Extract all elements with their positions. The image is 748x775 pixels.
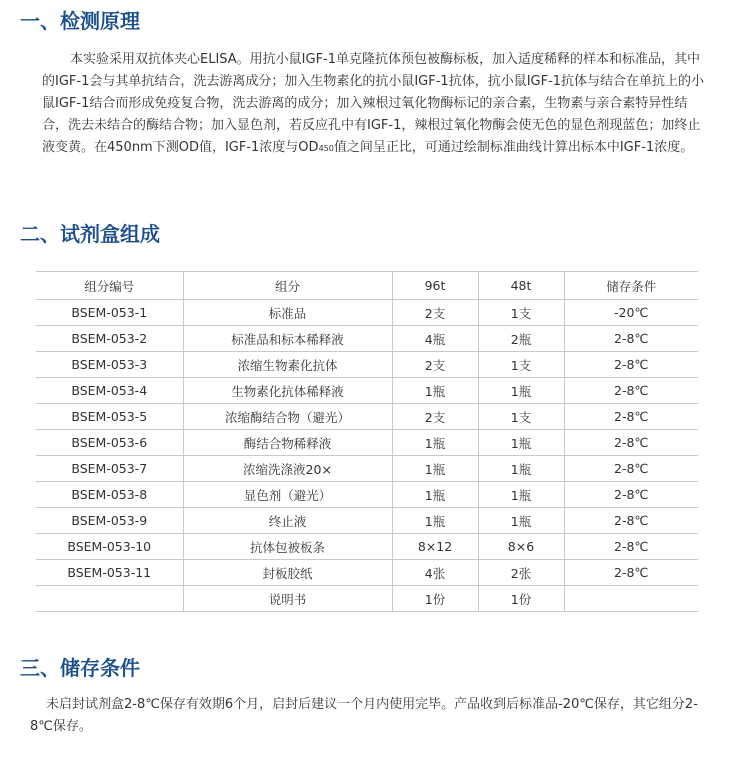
table-row	[36, 352, 698, 378]
cell-component: 浓缩酶结合物（避光）	[183, 404, 392, 430]
header-48t: 48t	[478, 272, 564, 300]
cell-component: 封板胶纸	[183, 560, 392, 586]
section-title-storage: 三、储存条件	[20, 656, 140, 680]
table-row	[36, 378, 698, 404]
table-header-row	[36, 272, 698, 300]
cell-component-id: BSEM-053-9	[36, 508, 183, 534]
cell-96t: 1瓶	[392, 430, 478, 456]
table-row	[36, 404, 698, 430]
cell-storage	[564, 586, 698, 612]
cell-component-id: BSEM-053-3	[36, 352, 183, 378]
principle-text: 本实验采用双抗体夹心ELISA。用抗小鼠IGF-1单克隆抗体预包被酶标板，加入适度稀释的样本和标准品，其中的IGF-1会与其单抗结合，洗去游离成分；加入生物素化的抗小鼠IGF-1抗体，抗小鼠IGF-1抗体与结合在单抗上的小鼠IGF-1结合而形成免疫复合物，洗去游离的成分；加入辣根过氧化物酶标记的亲合素，生物素与亲合素特异性结合，洗去未结合的酶结合物；加入显色剂，若反应孔中有IGF-1，辣根过氧化物酶会使无色的显色剂现蓝色；加终止液变黄。在450nm下测OD值，IGF-1浓度与OD450值之间呈正比，可通过绘制标准曲线计算出标本中IGF-1浓度。	[42, 52, 705, 155]
cell-storage: 2-8℃	[564, 430, 698, 456]
cell-96t: 2支	[392, 404, 478, 430]
table-row	[36, 560, 698, 586]
cell-48t: 1份	[478, 586, 564, 612]
cell-component-id: BSEM-053-10	[36, 534, 183, 560]
table-row	[36, 508, 698, 534]
table-row	[36, 482, 698, 508]
table-row	[36, 326, 698, 352]
table-row	[36, 456, 698, 482]
cell-96t: 2支	[392, 352, 478, 378]
cell-component: 显色剂（避光）	[183, 482, 392, 508]
cell-component-id: BSEM-053-5	[36, 404, 183, 430]
cell-96t: 1瓶	[392, 378, 478, 404]
table-row	[36, 534, 698, 560]
cell-storage: 2-8℃	[564, 352, 698, 378]
table-row	[36, 586, 698, 612]
cell-storage: 2-8℃	[564, 482, 698, 508]
cell-component: 生物素化抗体稀释液	[183, 378, 392, 404]
cell-48t: 2张	[478, 560, 564, 586]
cell-component: 标准品	[183, 300, 392, 326]
cell-48t: 1瓶	[478, 482, 564, 508]
header-component-id: 组分编号	[36, 272, 183, 300]
table-row	[36, 430, 698, 456]
cell-48t: 1瓶	[478, 430, 564, 456]
cell-component: 标准品和标本稀释液	[183, 326, 392, 352]
cell-component: 浓缩生物素化抗体	[183, 352, 392, 378]
cell-component-id: BSEM-053-1	[36, 300, 183, 326]
cell-component: 浓缩洗涤液20×	[183, 456, 392, 482]
cell-storage: 2-8℃	[564, 560, 698, 586]
cell-storage: 2-8℃	[564, 456, 698, 482]
section-title-kit-components: 二、试剂盒组成	[20, 222, 160, 246]
storage-text: 未启封试剂盒2-8℃保存有效期6个月，启封后建议一个月内使用完毕。产品收到后标准品-20℃保存，其它组分2-8℃保存。	[30, 697, 698, 734]
cell-96t: 2支	[392, 300, 478, 326]
cell-storage: 2-8℃	[564, 326, 698, 352]
cell-48t: 2瓶	[478, 326, 564, 352]
cell-component-id: BSEM-053-7	[36, 456, 183, 482]
cell-component: 酶结合物稀释液	[183, 430, 392, 456]
cell-component-id	[36, 586, 183, 612]
header-component: 组分	[183, 272, 392, 300]
cell-storage: 2-8℃	[564, 378, 698, 404]
cell-48t: 8×6	[478, 534, 564, 560]
cell-96t: 4张	[392, 560, 478, 586]
cell-48t: 1瓶	[478, 508, 564, 534]
cell-component: 说明书	[183, 586, 392, 612]
cell-component-id: BSEM-053-4	[36, 378, 183, 404]
cell-component-id: BSEM-053-8	[36, 482, 183, 508]
cell-component-id: BSEM-053-6	[36, 430, 183, 456]
cell-48t: 1支	[478, 404, 564, 430]
cell-96t: 1瓶	[392, 456, 478, 482]
kit-components-table	[36, 271, 698, 612]
cell-storage: 2-8℃	[564, 508, 698, 534]
cell-96t: 1份	[392, 586, 478, 612]
cell-48t: 1支	[478, 300, 564, 326]
cell-48t: 1支	[478, 352, 564, 378]
cell-storage: 2-8℃	[564, 404, 698, 430]
cell-component-id: BSEM-053-11	[36, 560, 183, 586]
section-title-principle: 一、检测原理	[20, 9, 140, 33]
cell-storage: -20℃	[564, 300, 698, 326]
header-96t: 96t	[392, 272, 478, 300]
header-storage: 储存条件	[564, 272, 698, 300]
cell-component: 终止液	[183, 508, 392, 534]
cell-96t: 1瓶	[392, 508, 478, 534]
table-row	[36, 300, 698, 326]
cell-96t: 8×12	[392, 534, 478, 560]
cell-component: 抗体包被板条	[183, 534, 392, 560]
cell-48t: 1瓶	[478, 378, 564, 404]
cell-component-id: BSEM-053-2	[36, 326, 183, 352]
cell-96t: 4瓶	[392, 326, 478, 352]
cell-96t: 1瓶	[392, 482, 478, 508]
cell-48t: 1瓶	[478, 456, 564, 482]
cell-storage: 2-8℃	[564, 534, 698, 560]
